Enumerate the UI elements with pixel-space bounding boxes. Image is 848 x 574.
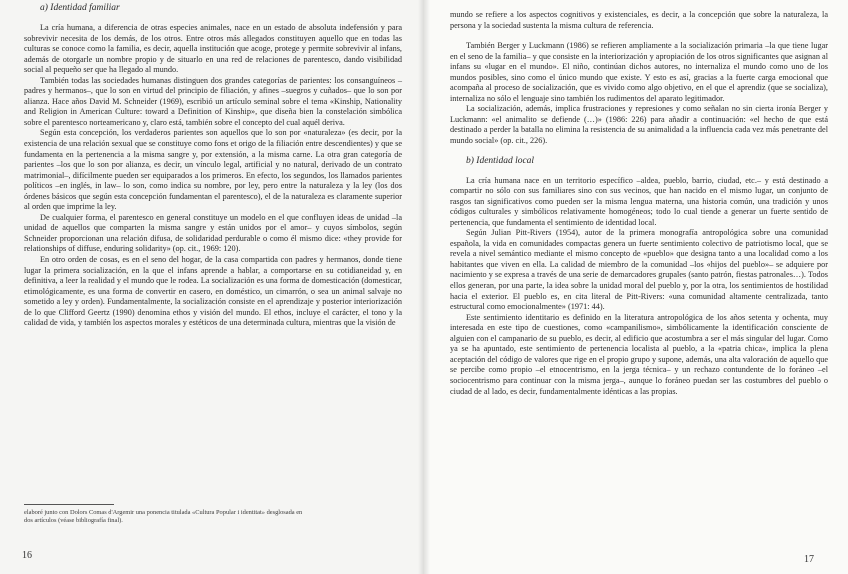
footnote: elaboré junto con Dolors Comas d'Argemir una ponencia titulada «Cultura Popular i identitat» desglosada en dos artículos (véase bibliografía final).	[24, 509, 303, 524]
right-paragraph: También Berger y Luckmann (1986) se refieren ampliamente a la socialización primaria –la que tiene lugar en el seno de la familia– y que consiste en la interiorización y apropiación de los otros significantes que asignan al infans su «lugar en el mundo». El niño, continúan dichos autores, no internaliza el mundo como uno de los mundos posibles, sino como el único mundo que existe. Y esto es así, gracias a la fuerte carga emocional que acompaña al proceso de socialización, que es vivido como algo objetivo, en el que el aprendiz (que se socializa), internaliza no sólo el lenguaje sino también los rudimentos del aparato legitimador.	[450, 41, 828, 103]
right-paragraph: Según Julian Pitt-Rivers (1954), autor de la primera monografía antropológica sobre una comunidad española, la vida en comunidades compactas genera un fuerte sentimiento colectivo de patriotismo local, que se revela a nivel semántico mediante el mismo concepto de «pueblo» que designa tanto a una localidad como a los habitantes que viven en ella. La calidad de miembro de la comunidad –los «hijos del pueblo»– se adquiere por nacimiento y se expresa a través de una serie de demarcadores grupales (santo patrón, fiestas patronales…). Todos ellos generan, por una parte, la idea sobre la unidad moral del pueblo y, por la otra, los sentimientos de hostilidad hacia el exterior. El pueblo es, en cita literal de Pitt-Rivers: «una comunidad altamente centralizada, tanto estructural como emocionalmente» (1971: 44).	[450, 228, 828, 312]
left-paragraph: La cría humana, a diferencia de otras especies animales, nace en un estado de absoluta indefensión y para sobrevivir necesita de los demás, de los otros. Entre otros más allegados constituyen aquello que en todas las culturas se conoce como la familia, es decir, aquella institución que acoge, protege y permite sobrevivir al infans, además de otorgarle un nombre propio y de situarlo en una red de relaciones de parentesco, dando visibilidad social al pequeño ser que ha llegado al mundo.	[24, 23, 402, 75]
left-paragraph: De cualquier forma, el parentesco en general constituye un modelo en el que confluyen ideas de unidad –la unidad de aquellos que comparten la misma sangre y están unidos por el amor– y cuyos símbolos, según Schneider proporcionan una relación difusa, de solidaridad perdurable o como él mismo dice: «they provide for relationships of diffuse, enduring solidarity» (op. cit., 1969: 120).	[24, 212, 402, 254]
right-paragraph: La cría humana nace en un territorio específico –aldea, pueblo, barrio, ciudad, etc.– y está destinado a compartir no sólo con sus familiares sino con sus vecinos, que han nacido en el mismo lugar, un conjunto de rasgos tan significativos como pueden ser la misma lengua materna, una historia común, una tradición y unos códigos culturales y simbólicos relativamente homogéneos; todo lo cual tiende a generar un fuerte sentido de pertenencia, que fundamenta el sentimiento de identidad local.	[450, 175, 828, 227]
page-number-left: 16	[22, 550, 32, 561]
right-page	[424, 0, 848, 574]
section-heading-b: b) Identidad local	[466, 155, 535, 166]
left-paragraph: También todas las sociedades humanas distinguen dos grandes categorías de parientes: los consanguíneos –padres y hermanos–, que lo son en virtud del principio de filiación, y afines –suegros y cuñados– que lo son por alianza. Hace años David M. Schneider (1969), escribió un artículo seminal sobre el tema «Kinship, Nationality and Religion in American Culture: toward a Definition of Kinship», que diseña bien la constelación simbólica sobre el parentesco norteamericano y, claro está, también sobre el concepto del cual aquél deriva.	[24, 75, 402, 127]
page-number-right: 17	[804, 554, 814, 565]
book-gutter	[418, 0, 430, 574]
right-paragraph: mundo se refiere a los aspectos cognitivos y existenciales, es decir, a la concepción que sobre la naturaleza, la persona y la sociedad sustenta la misma cultura de referencia.	[450, 10, 828, 30]
right-paragraph: La socialización, además, implica frustraciones y represiones y como señalan no sin cierta ironía Berger y Luckmann: «el animalito se defiende (…)» (1986: 226) para añadir a continuación: «el hecho de que está destinado a perder la batalla no elimina la resistencia de su animalidad a la influencia cada vez más penetrante del mundo social» (op. cit., 226).	[450, 104, 828, 146]
footnote-rule	[24, 504, 114, 505]
left-paragraph: Según esta concepción, los verdaderos parientes son aquellos que lo son por «naturaleza» (es decir, por la existencia de una relación sexual que se constituye como fons et origo de la filiación entre descendientes) y que se fundamenta en la pertenencia a la misma sangre y, por extensión, a la misma carne. La otra gran categoría de parientes –los que lo son por alianza, es decir, un vínculo legal, artificial y no natural, derivado de un contrato matrimonial–, difícilmente pueden ser equiparados a los primeros. En efecto, los segundos, los llamados parientes políticos –en inglés, in law– lo son, como indica su nombre, por ley, pero entre la naturaleza y la ley (los dos órdenes básicos que según esta concepción fundamentan el parentesco), el de la naturaleza es claramente superior al orden que imprime la ley.	[24, 128, 402, 212]
right-text-column	[450, 10, 828, 397]
left-paragraph: En otro orden de cosas, es en el seno del hogar, de la casa compartida con padres y hermanos, donde tiene lugar la primera socialización, en la que el infans aprende a hablar, a comportarse en su cotidianeidad y, en definitiva, a leer la realidad y el mundo que le rodea. La socialización es una forma de domesticación (domesticar, etimológicamente, es una forma de convertir en casero, en doméstico, un cimarrón, o sea un animal salvaje no sometido a ley y orden). Fundamentalmente, la socialización consiste en el aprendizaje y posterior interiorización de lo que Clifford Geertz (1990) denomina ethos y visión del mundo. El ethos, incluye el carácter, el tono y la calidad de vida, y también los aspectos morales y estéticos de una determinada cultura, mientras que la visión de	[24, 255, 402, 328]
section-heading-a: a) Identidad familiar	[40, 3, 120, 13]
right-paragraph: Este sentimiento identitario es definido en la literatura antropológica de los años setenta y ochenta, muy interesada en este tipo de cuestiones, como «campanilismo», simbólicamente la identificación consciente de alguien con el campanario de su pueblo, es decir, al edificio que acostumbra a ser el más singular del lugar. Como ya se ha apuntado, este sentimiento de pertenencia localista al pueblo, a la «patria chica», implica la plena aceptación del código de valores que rige en el propio grupo y supone, además, una alta valoración de aquello que se percibe como propio –el etnocentrismo, en la jerga técnica– y un rechazo contundente de lo foráneo –el sociocentrismo para continuar con la misma jerga–, aunque lo foráneo puedan ser las costumbres del pueblo o ciudad de al lado, es decir, fundamentalmente idénticas a las propias.	[450, 312, 828, 396]
left-text-column	[24, 2, 402, 329]
